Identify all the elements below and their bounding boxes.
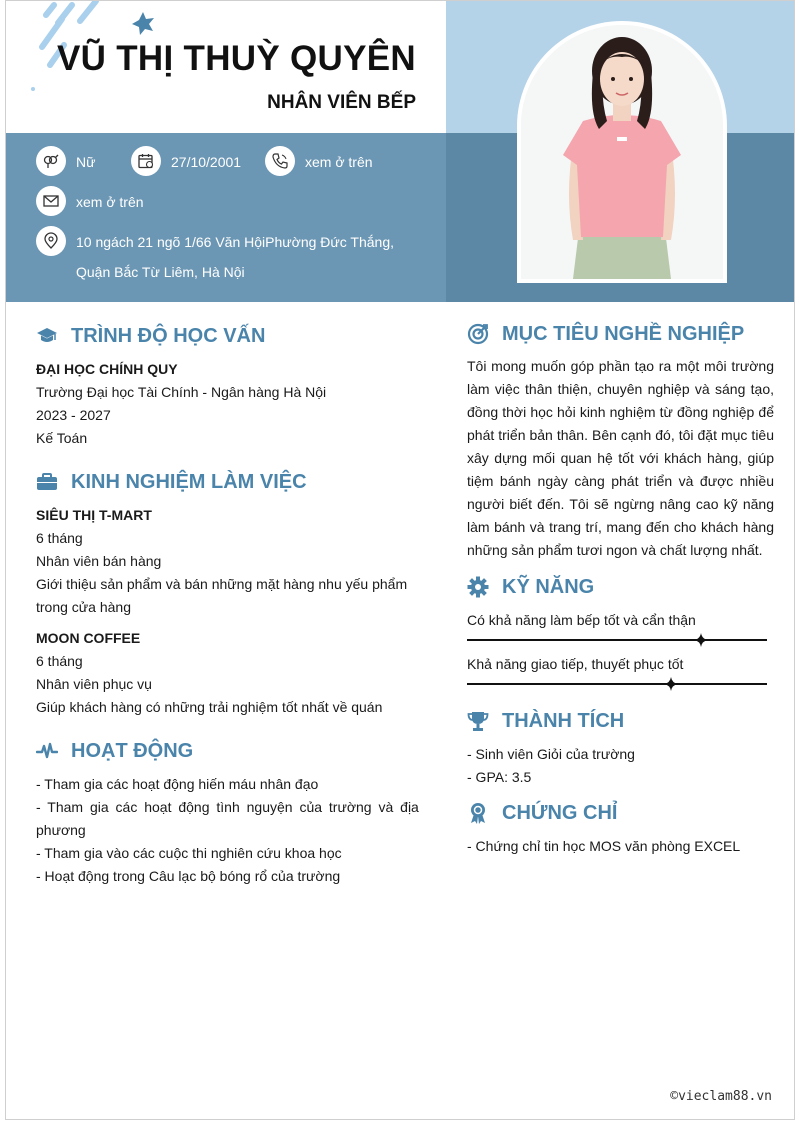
star-icon [132, 11, 158, 37]
activity-item: phương [36, 822, 86, 838]
address-line-2: Quận Bắc Từ Liêm, Hà Nội [76, 264, 245, 280]
experience-title: KINH NGHIỆM LÀM VIỆC [71, 471, 307, 493]
education-school: Trường Đại học Tài Chính - Ngân hàng Hà Nội [36, 384, 327, 400]
email-value[interactable]: xem ở trên [76, 194, 144, 210]
job-1-company: SIÊU THỊ T-MART [36, 507, 152, 523]
education-years: 2023 - 2027 [36, 407, 111, 423]
calendar-icon [137, 152, 155, 170]
objective-title: MỤC TIÊU NGHỀ NGHIỆP [502, 323, 745, 345]
job-2-duration: 6 tháng [36, 653, 83, 669]
skill-2-bar [467, 683, 767, 685]
skill-1-bar [467, 639, 767, 641]
address-line-1: 10 ngách 21 ngõ 1/66 Văn HộiPhường Đức Thắng, [76, 234, 394, 250]
birthday-icon-circle [131, 146, 161, 176]
job-1-duration: 6 tháng [36, 530, 83, 546]
achievements-title: THÀNH TÍCH [502, 710, 625, 732]
phone-value[interactable]: xem ở trên [305, 154, 373, 170]
award-ribbon-icon [467, 802, 489, 824]
cv-page [5, 0, 795, 1120]
job-1-desc-line-2: trong cửa hàng [36, 599, 131, 615]
watermark: ©vieclam88.vn [670, 1089, 772, 1104]
phone-icon-circle [265, 146, 295, 176]
full-name: VŨ THỊ THUỲ QUYÊN [56, 39, 416, 78]
job-1-desc-line-1: Giới thiệu sản phẩm và bán những mặt hàng nhu yếu phẩm [36, 576, 408, 592]
gender-icon-circle [36, 146, 66, 176]
skill-1-level-marker-icon [694, 633, 708, 647]
activity-item: - Tham gia các hoạt động hiến máu nhân đạo [36, 776, 319, 792]
gear-icon [467, 576, 489, 598]
person-photo-icon [521, 25, 723, 279]
pulse-icon [36, 740, 58, 762]
achievement-item: - GPA: 3.5 [467, 769, 532, 785]
education-degree: ĐẠI HỌC CHÍNH QUY [36, 361, 178, 377]
activity-item: - Hoạt động trong Câu lạc bộ bóng rổ của trường [36, 868, 341, 884]
job-2-company: MOON COFFEE [36, 630, 141, 646]
target-icon [467, 323, 489, 345]
activity-item: - Tham gia vào các cuộc thi nghiên cứu khoa học [36, 845, 342, 861]
gender-value: Nữ [76, 154, 96, 170]
skill-2-name: Khả năng giao tiếp, thuyết phục tốt [467, 656, 684, 672]
profile-photo-frame [517, 21, 727, 283]
education-major: Kế Toán [36, 430, 88, 446]
job-2-position: Nhân viên phục vụ [36, 676, 152, 692]
skills-title: KỸ NĂNG [502, 576, 595, 598]
phone-icon [271, 152, 289, 170]
mail-icon [42, 192, 60, 210]
job-2-desc-line-1: Giúp khách hàng có những trải nghiệm tốt nhất về quán [36, 699, 383, 715]
job-title: NHÂN VIÊN BẾP [267, 92, 416, 113]
briefcase-icon [36, 471, 58, 493]
email-icon-circle [36, 186, 66, 216]
education-title: TRÌNH ĐỘ HỌC VẤN [71, 325, 266, 347]
trophy-icon [467, 710, 489, 732]
gender-icon [42, 152, 60, 170]
graduation-cap-icon [36, 325, 58, 347]
profile-photo [521, 25, 723, 279]
achievement-item: - Sinh viên Giỏi của trường [467, 746, 635, 762]
certificate-item: - Chứng chỉ tin học MOS văn phòng EXCEL [467, 838, 741, 854]
birthday-value: 27/10/2001 [171, 154, 242, 170]
skill-2-level-marker-icon [664, 677, 678, 691]
job-1-position: Nhân viên bán hàng [36, 553, 162, 569]
address-icon-circle [36, 226, 66, 256]
certificates-title: CHỨNG CHỈ [502, 802, 618, 824]
skill-1-name: Có khả năng làm bếp tốt và cẩn thận [467, 612, 696, 628]
activities-title: HOẠT ĐỘNG [71, 740, 194, 762]
activity-item: - Tham gia các hoạt động tình nguyện của trường và địa [36, 799, 419, 815]
objective-text: Tôi mong muốn góp phần tạo ra một môi trường làm việc thân thiện, chuyên nghiệp và sáng tạo, đồng thời học hỏi kinh nghiệm từ đồng nghiệp để phát triển bản thân. Bên cạnh đó, tôi đặt mục tiêu xây dựng mối quan hệ tốt với khách hàng, giúp tiệm bánh ngày càng phát triển và được nhiều người biết đến. Tôi sẽ ngừng nâng cao kỹ năng làm bánh và trang trí, mang đến cho khách hàng những sản phẩm tươi ngon và chất lượng nhất. [467, 358, 774, 558]
map-pin-icon [42, 232, 60, 250]
